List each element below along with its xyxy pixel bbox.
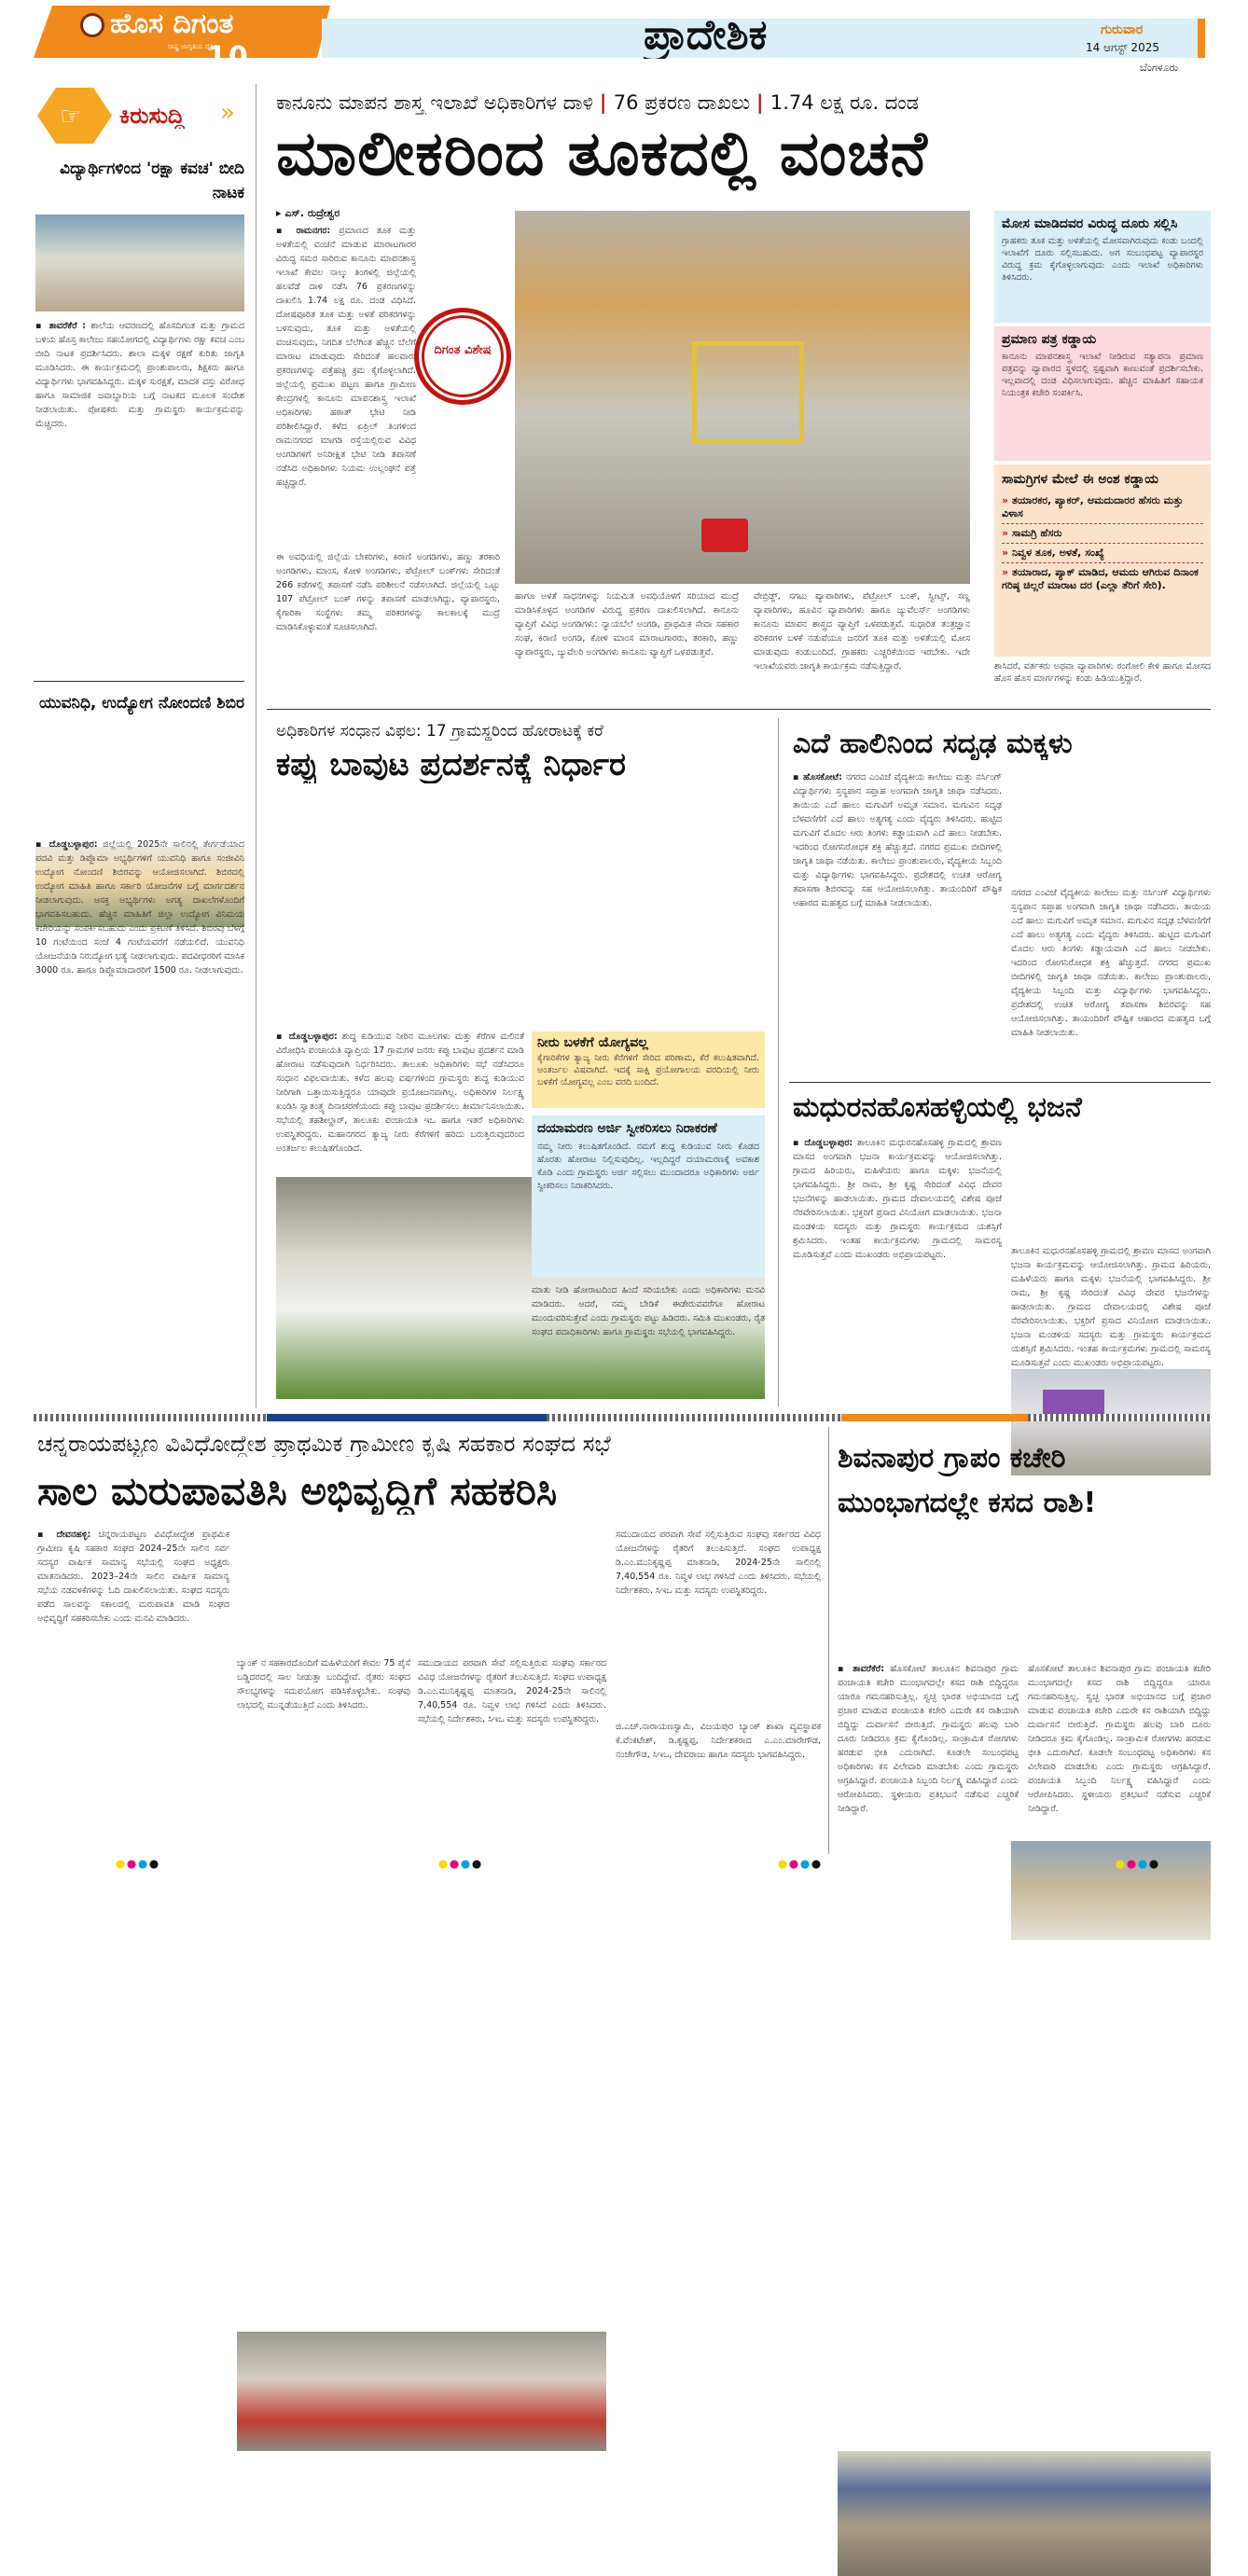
health-body xyxy=(793,770,1002,1080)
divider xyxy=(34,681,244,682)
coop-body-col2: ಬ್ಯಾಂಕ್ ನ ಸಹಕಾರದೊಂದಿಗೆ ಮಹಿಳೆಯರಿಗೆ ಕೇವಲ 75 ಪೈಸೆ ಬಡ್ಡಿದರದಲ್ಲಿ ಸಾಲ ನೀಡುತ್ತಾ ಬಂದಿದ್ದೇವೆ. ರೈತರು ಸಂಘದ ಸೌಲಭ್ಯಗಳನ್ನು ಸದುಪಯೋಗ ಪಡಿಸಿಕೊಳ್ಳಬೇಕು. ಸಂಘವು ಲಾಭದಲ್ಲಿ ಮುನ್ನಡೆಯುತ್ತಿದೆ ಎಂದು ತಿಳಿಸಿದರು. xyxy=(237,1658,410,1710)
sidebar-story1-dateline: ▪ ತಾವರೆಕೆರೆ : xyxy=(35,321,86,331)
city: ಬೆಂಗಳೂರು xyxy=(1140,62,1179,74)
color-registration-marks xyxy=(116,1860,172,1869)
pointing-hand-icon: ☞ xyxy=(60,103,82,131)
page-number: 10 xyxy=(207,41,250,74)
coop-body-col3: ಸಮುದಾಯದ ಪರವಾಗಿ ಸೇವೆ ಸಲ್ಲಿಸುತ್ತಿರುವ ಸಂಘವು ಸರ್ಕಾರದ ವಿವಿಧ ಯೋಜನೆಗಳನ್ನು ರೈತರಿಗೆ ತಲುಪಿಸುತ್ತಿದೆ. ಸಂಘದ ಉಪಾಧ್ಯಕ್ಷ ಡಿ.ಎಂ.ಮುನಿಕೃಷ್ಣಪ್ಪ ಮಾತನಾಡಿ, 2024-25ನೇ ಸಾಲಿನಲ್ಲಿ 7,40,554 ರೂ. ನಿವ್ವಳ ಲಾಭ ಗಳಿಸಿದೆ ಎಂದು ತಿಳಿಸಿದರು. ಸಭೆಯಲ್ಲಿ ನಿರ್ದೇಶಕರು, ಸಿಇಒ ಮತ್ತು ಸದಸ್ಯರು ಉಪಸ್ಥಿತರಿದ್ದರು. xyxy=(418,1658,606,1724)
lead-kicker-2: 76 ಪ್ರಕರಣ ದಾಖಲು xyxy=(613,91,751,114)
masthead xyxy=(0,0,1248,75)
section-bar-orange xyxy=(841,1414,1028,1421)
section-bar-mid xyxy=(547,1414,841,1421)
info-box-1-body: ಗ್ರಾಹಕರು ತೂಕ ಮತ್ತು ಅಳತೆಯಲ್ಲಿ ಮೋಸವಾಗಿರುವುದು ಕಂಡು ಬಂದಲ್ಲಿ ಇಲಾಖೆಗೆ ದೂರು ಸಲ್ಲಿಸಬಹುದು. ಅಗ ಸಂಬಂಧಪಟ್ಟ ವ್ಯಾಪಾರಸ್ಥರ ವಿರುದ್ಧ ಕ್ರಮ ಕೈಗೊಳ್ಳಲಾಗುವುದು ಎಂದು ಇಲಾಖೆ ಅಧಿಕಾರಿಗಳು ತಿಳಿಸಿದರು. xyxy=(1002,236,1203,283)
protest-box-1-title: ನೀರು ಬಳಕೆಗೆ ಯೋಗ್ಯವಲ್ಲ xyxy=(537,1035,648,1050)
protest-box-1 xyxy=(532,1032,765,1108)
logo-emblem-icon xyxy=(80,13,104,37)
bhajan-body-text: ತಾಲೂಕಿನ ಮಧುರನಹೊಸಹಳ್ಳಿ ಗ್ರಾಮದಲ್ಲಿ ಶ್ರಾವಣ ಮಾಸದ ಅಂಗವಾಗಿ ಭಜನಾ ಕಾರ್ಯಕ್ರಮವನ್ನು ಆಯೋಜಿಸಲಾಗಿತ್ತು. ಗ್ರಾಮದ ಹಿರಿಯರು, ಮಹಿಳೆಯರು ಹಾಗೂ ಮಕ್ಕಳು ಭಜನೆಯಲ್ಲಿ ಭಾಗವಹಿಸಿದ್ದರು. ಶ್ರೀ ರಾಮ, ಶ್ರೀ ಕೃಷ್ಣ ಸೇರಿದಂತೆ ವಿವಿಧ ದೇವರ ಭಜನೆಗಳನ್ನು ಹಾಡಲಾಯಿತು. ಗ್ರಾಮದ ದೇವಾಲಯದಲ್ಲಿ ವಿಶೇಷ ಪೂಜೆ ನೆರವೇರಿಸಲಾಯಿತು. ಭಕ್ತರಿಗೆ ಪ್ರಸಾದ ವಿನಿಯೋಗ ಮಾಡಲಾಯಿತು. ಭಜನಾ ಮಂಡಳಿಯ ಸದಸ್ಯರು ಮತ್ತು ಗ್ರಾಮಸ್ಥರು ಕಾರ್ಯಕ್ರಮದ ಯಶಸ್ಸಿಗೆ ಶ್ರಮಿಸಿದರು. ಇಂತಹ ಕಾರ್ಯಕ್ರಮಗಳು ಗ್ರಾಮದಲ್ಲಿ ಸಾಮರಸ್ಯ ಮೂಡಿಸುತ್ತವೆ ಎಂದು ಮುಖಂಡರು ಅಭಿಪ್ರಾಯಪಟ್ಟರು. xyxy=(793,1138,1002,1260)
info-box-2-title: ಪ್ರಮಾಣ ಪತ್ರ ಕಡ್ಡಾಯ xyxy=(1002,332,1097,347)
color-registration-marks xyxy=(1116,1860,1172,1869)
garbage-dateline: ▪ ತಾವರೆಕೆರೆ: xyxy=(838,1664,884,1674)
section-bar-right xyxy=(1028,1414,1211,1421)
lead-dateline: ▪ ರಾಮನಗರ: xyxy=(276,226,331,236)
coop-kicker: ಚನ್ನರಾಯಪಟ್ಟಣ ವಿವಿಧೋದ್ದೇಶ ಪ್ರಾಥಮಿಕ ಗ್ರಾಮೀಣ ಕೃಷಿ ಸಹಕಾರ ಸಂಘದ ಸಭೆ xyxy=(37,1431,611,1457)
kirusuddi-label: ಕಿರುಸುದ್ದಿ xyxy=(119,103,185,129)
info-box-3 xyxy=(994,464,1211,657)
lead-byline: ▸ ಎಸ್. ರುದ್ರೇಶ್ವರ xyxy=(276,207,340,219)
lead-kicker-3: 1.74 ಲಕ್ಷ ರೂ. ದಂಡ xyxy=(770,91,920,114)
sidebar-story2-title: ಯುವನಿಧಿ, ಉದ್ಯೋಗ ನೋಂದಣಿ ಶಿಬಿರ xyxy=(38,694,244,713)
coop-body-col4a: ಸಮುದಾಯದ ಪರವಾಗಿ ಸೇವೆ ಸಲ್ಲಿಸುತ್ತಿರುವ ಸಂಘವು ಸರ್ಕಾರದ ವಿವಿಧ ಯೋಜನೆಗಳನ್ನು ರೈತರಿಗೆ ತಲುಪಿಸುತ್ತಿದೆ. ಸಂಘದ ಉಪಾಧ್ಯಕ್ಷ ಡಿ.ಎಂ.ಮುನಿಕೃಷ್ಣಪ್ಪ ಮಾತನಾಡಿ, 2024-25ನೇ ಸಾಲಿನಲ್ಲಿ 7,40,554 ರೂ. ನಿವ್ವಳ ಲಾಭ ಗಳಿಸಿದೆ ಎಂದು ತಿಳಿಸಿದರು. ಸಭೆಯಲ್ಲಿ ನಿರ್ದೇಶಕರು, ಸಿಇಒ ಮತ್ತು ಸದಸ್ಯರು ಉಪಸ್ಥಿತರಿದ್ದರು. xyxy=(616,1530,821,1596)
garbage-body-text: ಹೊಸಕೋಟೆ ತಾಲೂಕಿನ ಶಿವನಾಪುರ ಗ್ರಾಮ ಪಂಚಾಯತಿ ಕಚೇರಿ ಮುಂಭಾಗದಲ್ಲೇ ಕಸದ ರಾಶಿ ಬಿದ್ದಿದ್ದರೂ ಯಾರೂ ಗಮನಹರಿಸುತ್ತಿಲ್ಲ. ಸ್ವಚ್ಛ ಭಾರತ ಅಭಿಯಾನದ ಬಗ್ಗೆ ಪ್ರಚಾರ ಮಾಡುವ ಪಂಚಾಯತಿ ಕಚೇರಿ ಎದುರೇ ಕಸ ರಾಶಿಯಾಗಿ ಬಿದ್ದಿದ್ದು ದುರ್ವಾಸನೆ ಬೀರುತ್ತಿದೆ. ಗ್ರಾಮಸ್ಥರು ಹಲವು ಬಾರಿ ದೂರು ನೀಡಿದರೂ ಕ್ರಮ ಕೈಗೊಂಡಿಲ್ಲ. ಸಾಂಕ್ರಾಮಿಕ ರೋಗಗಳು ಹರಡುವ ಭೀತಿ ಎದುರಾಗಿದೆ. ಕೂಡಲೇ ಸಂಬಂಧಪಟ್ಟ ಅಧಿಕಾರಿಗಳು ಕಸ ವಿಲೇವಾರಿ ಮಾಡಬೇಕು ಎಂದು ಗ್ರಾಮಸ್ಥರು ಆಗ್ರಹಿಸಿದ್ದಾರೆ. ಪಂಚಾಯತಿ ಸಿಬ್ಬಂದಿ ನಿರ್ಲಕ್ಷ್ಯ ವಹಿಸಿದ್ದಾರೆ ಎಂದು ಆರೋಪಿಸಿದರು. ಸ್ಥಳೀಯರು ಪ್ರತಿಭಟನೆ ನಡೆಸುವ ಎಚ್ಚರಿಕೆ ನೀಡಿದ್ದಾರೆ. xyxy=(838,1664,1019,1814)
health-body-text: ನಗರದ ಎಂವಿಜೆ ವೈದ್ಯಕೀಯ ಕಾಲೇಜು ಮತ್ತು ನರ್ಸಿಂಗ್ ವಿದ್ಯಾರ್ಥಿಗಳು ಸ್ತನ್ಯಪಾನ ಸಪ್ತಾಹ ಅಂಗವಾಗಿ ಜಾಗೃತಿ ಜಾಥಾ ನಡೆಸಿದರು. ತಾಯಿಯ ಎದೆ ಹಾಲು ಮಗುವಿಗೆ ಅಮೃತ ಸಮಾನ. ಮಗುವಿನ ಸದೃಢ ಬೆಳವಣಿಗೆಗೆ ಎದೆ ಹಾಲು ಅತ್ಯಗತ್ಯ ಎಂದು ವೈದ್ಯರು ತಿಳಿಸಿದರು. ಹುಟ್ಟಿದ ಮಗುವಿಗೆ ಮೊದಲ ಆರು ತಿಂಗಳು ಕಡ್ಡಾಯವಾಗಿ ಎದೆ ಹಾಲು ನೀಡಬೇಕು. ಇದರಿಂದ ರೋಗನಿರೋಧಕ ಶಕ್ತಿ ಹೆಚ್ಚುತ್ತದೆ. ನಗರದ ಪ್ರಮುಖ ಬೀದಿಗಳಲ್ಲಿ ಜಾಗೃತಿ ಜಾಥಾ ನಡೆಯಿತು. ಕಾಲೇಜು ಪ್ರಾಂಶುಪಾಲರು, ವೈದ್ಯಕೀಯ ಸಿಬ್ಬಂದಿ ಮತ್ತು ವಿದ್ಯಾರ್ಥಿಗಳು ಭಾಗವಹಿಸಿದ್ದರು. ಪ್ರದೇಶದಲ್ಲಿ ಉಚಿತ ಆರೋಗ್ಯ ತಪಾಸಣಾ ಶಿಬಿರವನ್ನು ಸಹ ಆಯೋಜಿಸಲಾಗಿತ್ತು. ತಾಯಂದಿರಿಗೆ ಪೌಷ್ಟಿಕ ಆಹಾರದ ಮಹತ್ವದ ಬಗ್ಗೆ ಮಾಹಿತಿ ನೀಡಲಾಯಿತು. xyxy=(793,772,1002,908)
sidebar-story1-body xyxy=(35,319,244,711)
info-box-3-title: ಸಾಮಗ್ರಿಗಳ ಮೇಲೆ ಈ ಅಂಶ ಕಡ್ಡಾಯ xyxy=(1002,472,1159,487)
sidebar-story2-body xyxy=(35,838,244,1397)
bhajan-body xyxy=(793,1136,1002,1406)
date-rule xyxy=(1198,19,1205,58)
section-bar-left xyxy=(34,1414,267,1421)
info-box-3-item-text: ಸಾಮಗ್ರಿ ಹೆಸರು xyxy=(1011,527,1062,539)
coop-headline: ಸಾಲ ಮರುಪಾವತಿಸಿ ಅಭಿವೃದ್ಧಿಗೆ ಸಹಕರಿಸಿ xyxy=(37,1468,558,1514)
coop-dateline: ▪ ದೇವನಹಳ್ಳಿ: xyxy=(37,1530,91,1540)
lead-body-col1b: ಈ ಅವಧಿಯಲ್ಲಿ ಜಿಲ್ಲೆಯ ಬೇಕರಿಗಳು, ಕಿರಾಣಿ ಅಂಗಡಿಗಳು, ಹಣ್ಣು ತರಕಾರಿ ಅಂಗಡಿಗಳು, ಮಾಂಸ, ಕೋಳಿ ಅಂಗಡಿಗಳು, ಪೆಟ್ರೋಲ್ ಬಂಕ್‌ಗಳು ಸೇರಿದಂತೆ 266 ಕಡೆಗಳಲ್ಲಿ ತಪಾಸಣೆ ನಡೆಸಿ ಪರಿಶೀಲನೆ ನಡೆಸಲಾಗಿದೆ. ಜಿಲ್ಲೆಯಲ್ಲಿ ಒಟ್ಟು 107 ಪೆಟ್ರೋಲ್ ಬಂಕ್ ಗಳನ್ನು ತಪಾಸಣೆ ಮಾಡಲಾಗಿದ್ದು, ವ್ಯಾಪಾರಸ್ಥರು, ಕೈಗಾರಿಕಾ ಸಂಸ್ಥೆಗಳು ತಮ್ಮ ಪರಿಕರಗಳನ್ನು ಕಾಲಕಾಲಕ್ಕೆ ಮುದ್ರೆ ಮಾಡಿಸಿಕೊಳ್ಳುವಂತೆ ಸೂಚಿಸಲಾಗಿದೆ. xyxy=(276,552,500,632)
protest-box-2 xyxy=(532,1115,765,1278)
health-headline: ಎದೆ ಹಾಲಿನಿಂದ ಸದೃಢ ಮಕ್ಕಳು xyxy=(793,727,1073,760)
lead-headline: ಮಾಲೀಕರಿಂದ ತೂಕದಲ್ಲಿ ವಂಚನೆ xyxy=(276,118,928,189)
bullet-arrow-icon: » xyxy=(1002,494,1012,506)
protest-body-col2: ಮಾತು ನೀಡಿ ಹೋರಾಟದಿಂದ ಹಿಂದೆ ಸರಿಯಬೇಕು ಎಂದು ಅಧಿಕಾರಿಗಳು ಮನವಿ ಮಾಡಿದರು. ಆದರೆ, ನಮ್ಮ ಬೇಡಿಕೆ ಈಡೇರುವವರೆಗೂ ಹೋರಾಟ ಮುಂದುವರಿಸುತ್ತೇವೆ ಎಂದು ಗ್ರಾಮಸ್ಥರು ಪಟ್ಟು ಹಿಡಿದರು. ಸಮಿತಿ ಮುಖಂಡರು, ರೈತ ಸಂಘದ ಪದಾಧಿಕಾರಿಗಳು ಹಾಗೂ ಗ್ರಾಮಸ್ಥರು ಸಭೆಯಲ್ಲಿ ಭಾಗವಹಿಸಿದ್ದರು. xyxy=(532,1285,765,1337)
bhajan-photo xyxy=(1011,1841,1211,1940)
info-box-3-item xyxy=(1002,566,1203,592)
garbage-photo xyxy=(838,2451,1211,2576)
info-box-3-item xyxy=(1002,494,1203,524)
date: 14 ಆಗಸ್ಟ್ 2025 xyxy=(1086,41,1159,54)
coop-photo xyxy=(237,2332,606,2451)
color-registration-marks xyxy=(778,1860,834,1869)
protest-box-1-body: ಕೈಗಾರಿಕೆಗಳ ತ್ಯಾಜ್ಯ ನೀರು ಕೆರೆಗಳಿಗೆ ಸೇರಿದ ಪರಿಣಾಮ, ಕೆರೆ ಕಲುಷಿತವಾಗಿದೆ. ಅಂತರ್ಜಲ ವಿಷವಾಗಿದೆ. ಇದಕ್ಕೆ ಸಾಕ್ಷಿ ಪ್ರಯೋಗಾಲಯ ವರದಿಯಲ್ಲಿ ನೀರು ಬಳಕೆಗೆ ಯೋಗ್ಯವಲ್ಲ ಎಂಬ ವರದಿ ಬಂದಿದೆ. xyxy=(537,1053,759,1087)
chevron-right-icon: » xyxy=(220,99,235,127)
protest-body-col1 xyxy=(276,1030,524,1406)
kicker-separator: | xyxy=(599,91,614,114)
section-bar-blue xyxy=(267,1414,547,1421)
logo-text: ಹೊಸ ದಿಗಂತ xyxy=(110,7,234,40)
column-rule xyxy=(256,84,257,1408)
color-registration-marks xyxy=(438,1860,494,1869)
garbage-body-col2: ಹೊಸಕೋಟೆ ತಾಲೂಕಿನ ಶಿವನಾಪುರ ಗ್ರಾಮ ಪಂಚಾಯತಿ ಕಚೇರಿ ಮುಂಭಾಗದಲ್ಲೇ ಕಸದ ರಾಶಿ ಬಿದ್ದಿದ್ದರೂ ಯಾರೂ ಗಮನಹರಿಸುತ್ತಿಲ್ಲ. ಸ್ವಚ್ಛ ಭಾರತ ಅಭಿಯಾನದ ಬಗ್ಗೆ ಪ್ರಚಾರ ಮಾಡುವ ಪಂಚಾಯತಿ ಕಚೇರಿ ಎದುರೇ ಕಸ ರಾಶಿಯಾಗಿ ಬಿದ್ದಿದ್ದು ದುರ್ವಾಸನೆ ಬೀರುತ್ತಿದೆ. ಗ್ರಾಮಸ್ಥರು ಹಲವು ಬಾರಿ ದೂರು ನೀಡಿದರೂ ಕ್ರಮ ಕೈಗೊಂಡಿಲ್ಲ. ಸಾಂಕ್ರಾಮಿಕ ರೋಗಗಳು ಹರಡುವ ಭೀತಿ ಎದುರಾಗಿದೆ. ಕೂಡಲೇ ಸಂಬಂಧಪಟ್ಟ ಅಧಿಕಾರಿಗಳು ಕಸ ವಿಲೇವಾರಿ ಮಾಡಬೇಕು ಎಂದು ಗ್ರಾಮಸ್ಥರು ಆಗ್ರಹಿಸಿದ್ದಾರೆ. ಪಂಚಾಯತಿ ಸಿಬ್ಬಂದಿ ನಿರ್ಲಕ್ಷ್ಯ ವಹಿಸಿದ್ದಾರೆ ಎಂದು ಆರೋಪಿಸಿದರು. ಸ್ಥಳೀಯರು ಪ್ರತಿಭಟನೆ ನಡೆಸುವ ಎಚ್ಚರಿಕೆ ನೀಡಿದ್ದಾರೆ. xyxy=(1028,1664,1211,1814)
lead-kicker xyxy=(276,91,1209,115)
bullet-arrow-icon: » xyxy=(1002,527,1012,539)
sidebar-story2-text: ಜಿಲ್ಲೆಯಲ್ಲಿ 2025ನೇ ಸಾಲಿನಲ್ಲಿ ತೇರ್ಗಡೆಯಾದ ಪದವಿ ಮತ್ತು ಡಿಪ್ಲೊಮಾ ಅಭ್ಯರ್ಥಿಗಳಿಗೆ ಯುವನಿಧಿ ಹಾಗೂ ಸಂಜೀವಿನಿ ಉದ್ಯೋಗ ನೋಂದಣಿ ಶಿಬಿರವನ್ನು ಆಯೋಜಿಸಲಾಗಿದೆ. ಶಿಬಿರದಲ್ಲಿ ಉದ್ಯೋಗ ಮಾಹಿತಿ ಹಾಗೂ ಸರ್ಕಾರಿ ಯೋಜನೆಗಳ ಬಗ್ಗೆ ಮಾರ್ಗದರ್ಶನ ನೀಡಲಾಗುವುದು. ಆಸಕ್ತ ಅಭ್ಯರ್ಥಿಗಳು ಅಗತ್ಯ ದಾಖಲೆಗಳೊಂದಿಗೆ ಭಾಗವಹಿಸಬಹುದು. ಹೆಚ್ಚಿನ ಮಾಹಿತಿಗೆ ಜಿಲ್ಲಾ ಉದ್ಯೋಗ ವಿನಿಮಯ ಕಚೇರಿಯನ್ನು ಸಂಪರ್ಕಿಸಬಹುದು ಎಂದು ಪ್ರಕಟಣೆ ತಿಳಿಸಿದೆ. ಶಿಬಿರವು ಬೆಳಗ್ಗೆ 10 ಗಂಟೆಯಿಂದ ಸಂಜೆ 4 ಗಂಟೆಯವರೆಗೆ ನಡೆಯಲಿದೆ. ಯುವನಿಧಿ ಯೋಜನೆಯಡಿ ನಿರುದ್ಯೋಗ ಭತ್ಯೆ ನೀಡಲಾಗುವುದು. ಪದವೀಧರರಿಗೆ ಮಾಸಿಕ 3000 ರೂ. ಹಾಗೂ ಡಿಪ್ಲೊಮಾದಾರರಿಗೆ 1500 ರೂ. ನೀಡಲಾಗುವುದು. xyxy=(35,839,244,976)
sidebar xyxy=(34,84,248,1408)
coop-body-col1 xyxy=(37,1528,229,1849)
lead-photo xyxy=(515,211,970,584)
info-box-1-title: ಮೋಸ ಮಾಡಿದವರ ವಿರುದ್ಧ ದೂರು ಸಲ್ಲಿಸಿ xyxy=(1002,216,1178,231)
section-title: ಪ್ರಾದೇಶಿಕ xyxy=(644,11,768,59)
lead-body-col3: ವೇಬ್ರಿಡ್ಜ್, ಸಗಟು ವ್ಯಾಪಾರಿಗಳು, ಪೆಟ್ರೋಲ್ ಬಂಕ್, ಸ್ವೀಟ್ಸ್, ಸಣ್ಣ ವ್ಯಾಪಾರಿಗಳು, ಹೂವಿನ ವ್ಯಾಪಾರಿಗಳು ಹಾಗೂ ಜ್ಯುವೆಲರ್ಸ್ ಅಂಗಡಿಗಳು ಕಾನೂನು ಮಾಪನ ಶಾಸ್ತ್ರದ ವ್ಯಾಪ್ತಿಗೆ ಒಳಪಡುತ್ತವೆ. ಸುಧಾರಿತ ತಂತ್ರಜ್ಞಾನ ಪರಿಕರಗಳ ಬಳಕೆ ನಡುವೆಯೂ ಜನರಿಗೆ ತೂಕ ಮತ್ತು ಅಳತೆಯಲ್ಲಿ ಮೋಸ ಮಾಡುವುದು ಕಂಡುಬಂದಿದೆ. ಗ್ರಾಹಕರು ಎಚ್ಚರಿಕೆಯಿಂದ ಇರಬೇಕು. ಇದೇ ಇಲಾಖೆಯವರು ಜಾಗೃತಿ ಕಾರ್ಯಕ್ರಮ ನಡೆಸುತ್ತಿದ್ದಾರೆ. xyxy=(754,591,970,672)
bullet-arrow-icon: » xyxy=(1002,547,1012,559)
protest-kicker: ಅಧಿಕಾರಿಗಳ ಸಂಧಾನ ವಿಫಲ: 17 ಗ್ರಾಮಸ್ಥರಿಂದ ಹೋರಾಟಕ್ಕೆ ಕರೆ xyxy=(276,722,603,741)
health-dateline: ▪ ಹೊಸಕೋಟೆ: xyxy=(793,772,842,782)
stamp-label: ದಿಗಂತ ವಿಶೇಷ xyxy=(434,343,492,357)
lead-body1: ಪ್ರಮಾಣದ ತೂಕ ಮತ್ತು ಅಳತೆಯಲ್ಲಿ ವಂಚನೆ ಮಾಡುವ ಮಾರಾಟಗಾರರ ವಿರುದ್ಧ ಸಮರ ಸಾರಿರುವ ಕಾನೂನು ಮಾಪನಶಾಸ್ತ್ರ ಇಲಾಖೆ ಕೇವಲ ನಾಲ್ಕು ತಿಂಗಳಲ್ಲಿ ಜಿಲ್ಲೆಯಲ್ಲಿ ಹಲವೆಡೆ ದಾಳಿ ನಡೆಸಿ 76 ಪ್ರಕರಣಗಳನ್ನು ದಾಖಲಿಸಿ 1.74 ಲಕ್ಷ ರೂ. ದಂಡ ವಿಧಿಸಿದೆ. ದೋಷಪೂರಿತ ತೂಕ ಮತ್ತು ಅಳತೆ ಪರಿಕರಗಳನ್ನು ಬಳಸುವುದು, ತೂಕ ಮತ್ತು ಅಳತೆಯಲ್ಲಿ ವಂಚಿಸುವುದು, ನಿಗದಿತ ಬೆಲೆಗಿಂತ ಹೆಚ್ಚಿನ ಬೆಲೆಗೆ ಮಾರಾಟ ಮಾಡುವುದು ಸೇರಿದಂತೆ ಹಲವಾರು ಪ್ರಕರಣಗಳನ್ನು ಪತ್ತೆಹಚ್ಚಿ ಕ್ರಮ ಕೈಗೊಳ್ಳಲಾಗಿದೆ. ಜಿಲ್ಲೆಯಲ್ಲಿ ಪ್ರಮುಖ ಪಟ್ಟಣ ಹಾಗೂ ಗ್ರಾಮೀಣ ಕೇಂದ್ರಗಳಲ್ಲಿ ಕಾನೂನು ಮಾಪನಶಾಸ್ತ್ರ ಇಲಾಖೆ ಅಧಿಕಾರಿಗಳು ಹಠಾತ್ ಭೇಟಿ ನೀಡಿ ಪರಿಶೀಲಿಸಿದ್ದಾರೆ. ಕಳೆದ ಏಪ್ರಿಲ್ ತಿಂಗಳಿಂದ ರಾಮನಗರದ ಮಾಗಡಿ ರಸ್ತೆಯಲ್ಲಿರುವ ವಿವಿಧ ಅಂಗಡಿಗಳಿಗೆ ಅನಿರೀಕ್ಷಿತ ಭೇಟಿ ನೀಡಿ ತಪಾಸಣೆ ನಡೆಸಿದ ಅಧಿಕಾರಿಗಳು ನಿಯಮ ಉಲ್ಲಂಘನೆ ಪತ್ತೆ ಹಚ್ಚಿದ್ದಾರೆ. xyxy=(276,226,416,488)
health-body-tail: ನಗರದ ಎಂವಿಜೆ ವೈದ್ಯಕೀಯ ಕಾಲೇಜು ಮತ್ತು ನರ್ಸಿಂಗ್ ವಿದ್ಯಾರ್ಥಿಗಳು ಸ್ತನ್ಯಪಾನ ಸಪ್ತಾಹ ಅಂಗವಾಗಿ ಜಾಗೃತಿ ಜಾಥಾ ನಡೆಸಿದರು. ತಾಯಿಯ ಎದೆ ಹಾಲು ಮಗುವಿಗೆ ಅಮೃತ ಸಮಾನ. ಮಗುವಿನ ಸದೃಢ ಬೆಳವಣಿಗೆಗೆ ಎದೆ ಹಾಲು ಅತ್ಯಗತ್ಯ ಎಂದು ವೈದ್ಯರು ತಿಳಿಸಿದರು. ಹುಟ್ಟಿದ ಮಗುವಿಗೆ ಮೊದಲ ಆರು ತಿಂಗಳು ಕಡ್ಡಾಯವಾಗಿ ಎದೆ ಹಾಲು ನೀಡಬೇಕು. ಇದರಿಂದ ರೋಗನಿರೋಧಕ ಶಕ್ತಿ ಹೆಚ್ಚುತ್ತದೆ. ನಗರದ ಪ್ರಮುಖ ಬೀದಿಗಳಲ್ಲಿ ಜಾಗೃತಿ ಜಾಥಾ ನಡೆಯಿತು. ಕಾಲೇಜು ಪ್ರಾಂಶುಪಾಲರು, ವೈದ್ಯಕೀಯ ಸಿಬ್ಬಂದಿ ಮತ್ತು ವಿದ್ಯಾರ್ಥಿಗಳು ಭಾಗವಹಿಸಿದ್ದರು. ಪ್ರದೇಶದಲ್ಲಿ ಉಚಿತ ಆರೋಗ್ಯ ತಪಾಸಣಾ ಶಿಬಿರವನ್ನು ಸಹ ಆಯೋಜಿಸಲಾಗಿತ್ತು. ತಾಯಂದಿರಿಗೆ ಪೌಷ್ಟಿಕ ಆಹಾರದ ಮಹತ್ವದ ಬಗ್ಗೆ ಮಾಹಿತಿ ನೀಡಲಾಯಿತು. xyxy=(1011,888,1211,1038)
weights xyxy=(701,519,748,552)
sidebar-story2-dateline: ▪ ದೊಡ್ಡಬಳ್ಳಾಪುರ: xyxy=(35,839,98,850)
info-box-1 xyxy=(994,211,1211,323)
column-rule xyxy=(778,718,779,1406)
info-box-3-item xyxy=(1002,527,1203,544)
protest-box-2-title: ದಯಾಮರಣ ಅರ್ಜಿ ಸ್ವೀಕರಿಸಲು ನಿರಾಕರಣೆ xyxy=(537,1121,717,1136)
protest-headline: ಕಪ್ಪು ಬಾವುಟ ಪ್ರದರ್ಶನಕ್ಕೆ ನಿರ್ಧಾರ xyxy=(276,746,626,783)
info-box-3-item-text: ನಿವ್ವಳ ತೂಕ, ಅಳತೆ, ಸಂಖ್ಯೆ xyxy=(1011,547,1104,559)
lead-body-col4: ಶಾಸಿದರೆ, ವರ್ತಕರು ಅಥವಾ ವ್ಯಾಪಾರಿಗಳು ರಂಗೋಲಿ ಕೇಳಿ ಹಾಗೂ ಮೋಸದ ಹೊಸ ಹೊಸ ಮಾರ್ಗಗಳನ್ನು ಕಂಡು ಹಿಡಿಯುತ್ತಿದ್ದಾರೆ. xyxy=(994,661,1211,684)
weekday: ಗುರುವಾರ xyxy=(1101,22,1144,37)
bhajan-dateline: ▪ ದೊಡ್ಡಬಳ್ಳಾಪುರ: xyxy=(793,1138,853,1148)
divider xyxy=(789,1082,1211,1083)
weighing-frame xyxy=(692,341,804,444)
garbage-headline: ಶಿವನಾಪುರ ಗ್ರಾಪಂ ಕಚೇರಿ ಮುಂಭಾಗದಲ್ಲೇ ಕಸದ ರಾಶಿ! xyxy=(838,1442,1097,1519)
sidebar-story1-title: ವಿದ್ಯಾರ್ಥಿಗಳಿಂದ 'ರಕ್ಷಾ ಕವಚ' ಬೀದಿ ನಾಟಕ xyxy=(60,159,244,202)
coop-body1: ಚನ್ನರಾಯಪಟ್ಟಣ ವಿವಿಧೋದ್ದೇಶ ಪ್ರಾಥಮಿಕ ಗ್ರಾಮೀಣ ಕೃಷಿ ಸಹಕಾರ ಸಂಘದ 2024–25ನೇ ಸಾಲಿನ ಸರ್ವ ಸದಸ್ಯರ ವಾರ್ಷಿಕ ಸಾಮಾನ್ಯ ಸಭೆಯಲ್ಲಿ ಸಂಘದ ಅಧ್ಯಕ್ಷರು ಮಾತನಾಡಿದರು. 2023–24ನೇ ಸಾಲಿನ ವಾರ್ಷಿಕ ಸಾಮಾನ್ಯ ಸಭೆಯ ನಡವಳಿಕೆಗಳನ್ನು ಓದಿ ದಾಖಲಿಸಲಾಯಿತು. ಸಂಘದ ಸದಸ್ಯರು ಪಡೆದ ಸಾಲವನ್ನು ಸಕಾಲದಲ್ಲಿ ಮರುಪಾವತಿ ಮಾಡಿ ಸಂಘದ ಅಭಿವೃದ್ಧಿಗೆ ಸಹಕರಿಸಬೇಕು ಎಂದು ಮನವಿ ಮಾಡಿದರು. xyxy=(37,1530,229,1624)
sidebar-story1-photo xyxy=(35,215,244,312)
garbage-body-col1 xyxy=(838,1662,1019,1849)
info-box-3-item-text: ತಯಾರಾದ, ಪ್ಯಾಕ್ ಮಾಡಿದ, ಆಮದು ಆಗಿರುವ ದಿನಾಂಕ ಗರಿಷ್ಠ ಚಿಲ್ಲರೆ ಮಾರಾಟ ದರ (ಎಲ್ಲಾ ತೆರಿಗೆ ಸೇರಿ). xyxy=(1002,566,1199,591)
lead-body-col2: ಹಾಗೂ ಅಳತೆ ಸಾಧನಗಳನ್ನು ನಿಯಮಿತ ಅವಧಿಯೊಳಗೆ ಸರಿಯಾದ ಮುದ್ರೆ ಮಾಡಿಸಿಕೊಳ್ಳದ ಅಂಗಡಿಗಳ ವಿರುದ್ಧ ಪ್ರಕರಣ ದಾಖಲಿಸಲಾಗಿದೆ. ಕಾನೂನು ವ್ಯಾಪ್ತಿಗೆ ವಿವಿಧ ಅಂಗಡಿಗಳು: ನ್ಯಾಯಬೆಲೆ ಅಂಗಡಿ, ಪ್ರಾಥಮಿಕ ಸೇವಾ ಸಹಕಾರ ಸಂಘ, ಕಿರಾಣಿ ಅಂಗಡಿ, ಕೋಳಿ ಮಾಂಸ ಮಾರಾಟಗಾರರು, ತರಕಾರಿ, ಹಣ್ಣು ವ್ಯಾಪಾರಸ್ಥರು, ಜ್ಯುವೆಲರಿ ಅಂಗಡಿಗಳು ಕಾನೂನು ವ್ಯಾಪ್ತಿಗೆ ಒಳಪಡುತ್ತವೆ. xyxy=(515,591,739,658)
info-box-3-item xyxy=(1002,547,1203,563)
kicker-separator: | xyxy=(756,91,770,114)
bhajan-body-tail: ತಾಲೂಕಿನ ಮಧುರನಹೊಸಹಳ್ಳಿ ಗ್ರಾಮದಲ್ಲಿ ಶ್ರಾವಣ ಮಾಸದ ಅಂಗವಾಗಿ ಭಜನಾ ಕಾರ್ಯಕ್ರಮವನ್ನು ಆಯೋಜಿಸಲಾಗಿತ್ತು. ಗ್ರಾಮದ ಹಿರಿಯರು, ಮಹಿಳೆಯರು ಹಾಗೂ ಮಕ್ಕಳು ಭಜನೆಯಲ್ಲಿ ಭಾಗವಹಿಸಿದ್ದರು. ಶ್ರೀ ರಾಮ, ಶ್ರೀ ಕೃಷ್ಣ ಸೇರಿದಂತೆ ವಿವಿಧ ದೇವರ ಭಜನೆಗಳನ್ನು ಹಾಡಲಾಯಿತು. ಗ್ರಾಮದ ದೇವಾಲಯದಲ್ಲಿ ವಿಶೇಷ ಪೂಜೆ ನೆರವೇರಿಸಲಾಯಿತು. ಭಕ್ತರಿಗೆ ಪ್ರಸಾದ ವಿನಿಯೋಗ ಮಾಡಲಾಯಿತು. ಭಜನಾ ಮಂಡಳಿಯ ಸದಸ್ಯರು ಮತ್ತು ಗ್ರಾಮಸ್ಥರು ಕಾರ್ಯಕ್ರಮದ ಯಶಸ್ಸಿಗೆ ಶ್ರಮಿಸಿದರು. ಇಂತಹ ಕಾರ್ಯಕ್ರಮಗಳು ಗ್ರಾಮದಲ್ಲಿ ಸಾಮರಸ್ಯ ಮೂಡಿಸುತ್ತವೆ ಎಂದು ಮುಖಂಡರು ಅಭಿಪ್ರಾಯಪಟ್ಟರು. xyxy=(1011,1246,1211,1368)
info-box-2 xyxy=(994,326,1211,461)
divider xyxy=(267,709,1211,710)
protest-box-2-body: ನಮ್ಮ ನೀರು ಕಲುಷಿತಗೊಂಡಿದೆ. ನಮಗೆ ಶುದ್ಧ ಕುಡಿಯುವ ನೀರು ಕೊಡದ ಹೊರತು ಹೋರಾಟ ನಿಲ್ಲಿಸುವುದಿಲ್ಲ. ಇಲ್ಲದಿದ್ದರೆ ದಯಾಮರಣಕ್ಕೆ ಅವಕಾಶ ಕೊಡಿ ಎಂದು ಗ್ರಾಮಸ್ಥರು ಅರ್ಜಿ ಸಲ್ಲಿಸಲು ಮುಂದಾದರೂ ಅಧಿಕಾರಿಗಳು ಅರ್ಜಿ ಸ್ವೀಕರಿಸಲು ನಿರಾಕರಿಸಿದರು. xyxy=(537,1142,759,1191)
lead-kicker-1: ಕಾನೂನು ಮಾಪನ ಶಾಸ್ತ್ರ ಇಲಾಖೆ ಅಧಿಕಾರಿಗಳ ದಾಳಿ xyxy=(276,91,594,114)
bhajan-headline: ಮಧುರನಹೊಸಹಳ್ಳಿಯಲ್ಲಿ ಭಜನೆ xyxy=(793,1091,1082,1124)
info-box-3-item-text: ತಯಾರಕರ, ಪ್ಯಾಕರ್, ಆಮದುದಾರರ ಹೆಸರು ಮತ್ತು ವಿಳಾಸ xyxy=(1002,494,1184,519)
protest-dateline: ▪ ದೊಡ್ಡಬಳ್ಳಾಪುರ: xyxy=(276,1032,338,1042)
protest-body1: ಶುದ್ಧ ಕುಡಿಯುವ ನೀರಿನ ಮೂಲಗಳು ಮತ್ತು ಕೆರೆಗಳ ಮಲಿನತೆ ವಿರೋಧಿಸಿ ಪಂಚಾಯತಿ ವ್ಯಾಪ್ತಿಯ 17 ಗ್ರಾಮಗಳ ಜನರು ಕಪ್ಪು ಬಾವುಟ ಪ್ರದರ್ಶನ ಮಾಡಿ ಹೋರಾಟ ನಡೆಸುವುದಾಗಿ ನಿರ್ಧರಿಸಿದರು. ತಾಲೂಕು ಅಧಿಕಾರಿಗಳು ಸಭೆ ನಡೆಸಿದರೂ ಸಂಧಾನ ವಿಫಲವಾಯಿತು. ಕಳೆದ ಹಲವು ವರ್ಷಗಳಿಂದ ಗ್ರಾಮಸ್ಥರು ಶುದ್ಧ ಕುಡಿಯುವ ನೀರಿಗಾಗಿ ಒತ್ತಾಯಿಸುತ್ತಿದ್ದರೂ ಯಾವುದೇ ಪ್ರಯೋಜನವಾಗಿಲ್ಲ. ಅಧಿಕಾರಿಗಳ ನಿರ್ಲಕ್ಷ್ಯ ಖಂಡಿಸಿ ಸ್ವಾತಂತ್ರ್ಯ ದಿನಾಚರಣೆಯಂದು ಕಪ್ಪು ಬಾವುಟ ಪ್ರದರ್ಶಿಸಲು ತೀರ್ಮಾನಿಸಲಾಯಿತು. ಸಭೆಯಲ್ಲಿ ತಹಶೀಲ್ದಾರ್, ತಾಲೂಕು ಪಂಚಾಯತಿ ಇಒ ಹಾಗೂ ಇತರೆ ಅಧಿಕಾರಿಗಳು ಉಪಸ್ಥಿತರಿದ್ದರು. ಮಹಾನಗರದ ತ್ಯಾಜ್ಯ ನೀರು ಕೆರೆಗಳಿಗೆ ಹರಿದು ಬರುತ್ತಿರುವುದರಿಂದ ಅಂತರ್ಜಲ ಕಲುಷಿತಗೊಂಡಿದೆ. xyxy=(276,1032,524,1154)
info-box-2-body: ಕಾನೂನು ಮಾಪನಶಾಸ್ತ್ರ ಇಲಾಖೆ ನೀಡಿರುವ ಸತ್ಯಾಪನಾ ಪ್ರಮಾಣ ಪತ್ರವನ್ನು ವ್ಯಾಪಾರದ ಸ್ಥಳದಲ್ಲಿ ಸ್ಪಷ್ಟವಾಗಿ ಕಾಣುವಂತೆ ಪ್ರದರ್ಶಿಸಬೇಕು. ಇಲ್ಲವಾದಲ್ಲಿ ದಂಡ ವಿಧಿಸಲಾಗುವುದು. ಹೆಚ್ಚಿನ ಮಾಹಿತಿಗೆ ಸಹಾಯಕ ನಿಯಂತ್ರಕ ಕಚೇರಿ ಸಂಪರ್ಕಿಸಿ. xyxy=(1002,352,1203,398)
sidebar-story1-text: ಶಾಲೆಯ ಆವರಣದಲ್ಲಿ ಹೊಸದಿಗಂತ ಮತ್ತು ಗ್ರಾಮದ ಬಳಿಯ ಹೊಸ್ತ ಕಾಲೇಜು ಸಹಯೋಗದಲ್ಲಿ ವಿದ್ಯಾರ್ಥಿಗಳು ರಕ್ಷಾ ಕವಚ ಎಂಬ ಬೀದಿ ನಾಟಕ ಪ್ರದರ್ಶಿಸಿದರು. ಶಾಲಾ ಮಕ್ಕಳ ರಕ್ಷಣೆ ಕುರಿತು ಜಾಗೃತಿ ಮೂಡಿಸಿದರು. ಈ ಕಾರ್ಯಕ್ರಮದಲ್ಲಿ ಪ್ರಾಂಶುಪಾಲರು, ಶಿಕ್ಷಕರು ಹಾಗೂ ವಿದ್ಯಾರ್ಥಿಗಳು ಭಾಗವಹಿಸಿದ್ದರು. ಮಕ್ಕಳ ಸುರಕ್ಷತೆ, ಮಾದಕ ವಸ್ತು ವಿರೋಧ ಹಾಗೂ ಸಾಮಾಜಿಕ ಜವಾಬ್ದಾರಿಯ ಬಗ್ಗೆ ನಾಟಕದ ಮೂಲಕ ಸಂದೇಶ ನೀಡಲಾಯಿತು. ಪೋಷಕರು ಮತ್ತು ಗ್ರಾಮಸ್ಥರು ಕಾರ್ಯಕ್ರಮವನ್ನು ಮೆಚ್ಚಿದರು. xyxy=(35,321,244,429)
column-rule xyxy=(828,1427,829,1854)
bullet-arrow-icon: » xyxy=(1002,566,1012,578)
logo-subtitle: ರಾಷ್ಟ್ರ ಜಾಗೃತಿಯ ದೈನಿಕ xyxy=(168,43,217,50)
coop-body-col4b: ಜಿ.ಎಚ್.ನಾರಾಯಣಸ್ವಾಮಿ, ವಿಜಯಪುರ ಬ್ಯಾಂಕ್ ಶಾಖಾ ವ್ಯವಸ್ಥಾಪಕ ಕೆ.ವೆಂಕಟೇಶ್, ಡಿ.ಕೃಷ್ಣಪ್ಪ, ನಿರ್ದೇಶಕರಾದ ಎ.ಎಂ.ಮಾರೇಗೌಡ, ನಂಜೇಗೌಡ, ಸಿಇಒ, ದೇವರಾಜು ಹಾಗೂ ಸದಸ್ಯರು ಭಾಗವಹಿಸಿದ್ದರು. xyxy=(616,1722,821,1760)
